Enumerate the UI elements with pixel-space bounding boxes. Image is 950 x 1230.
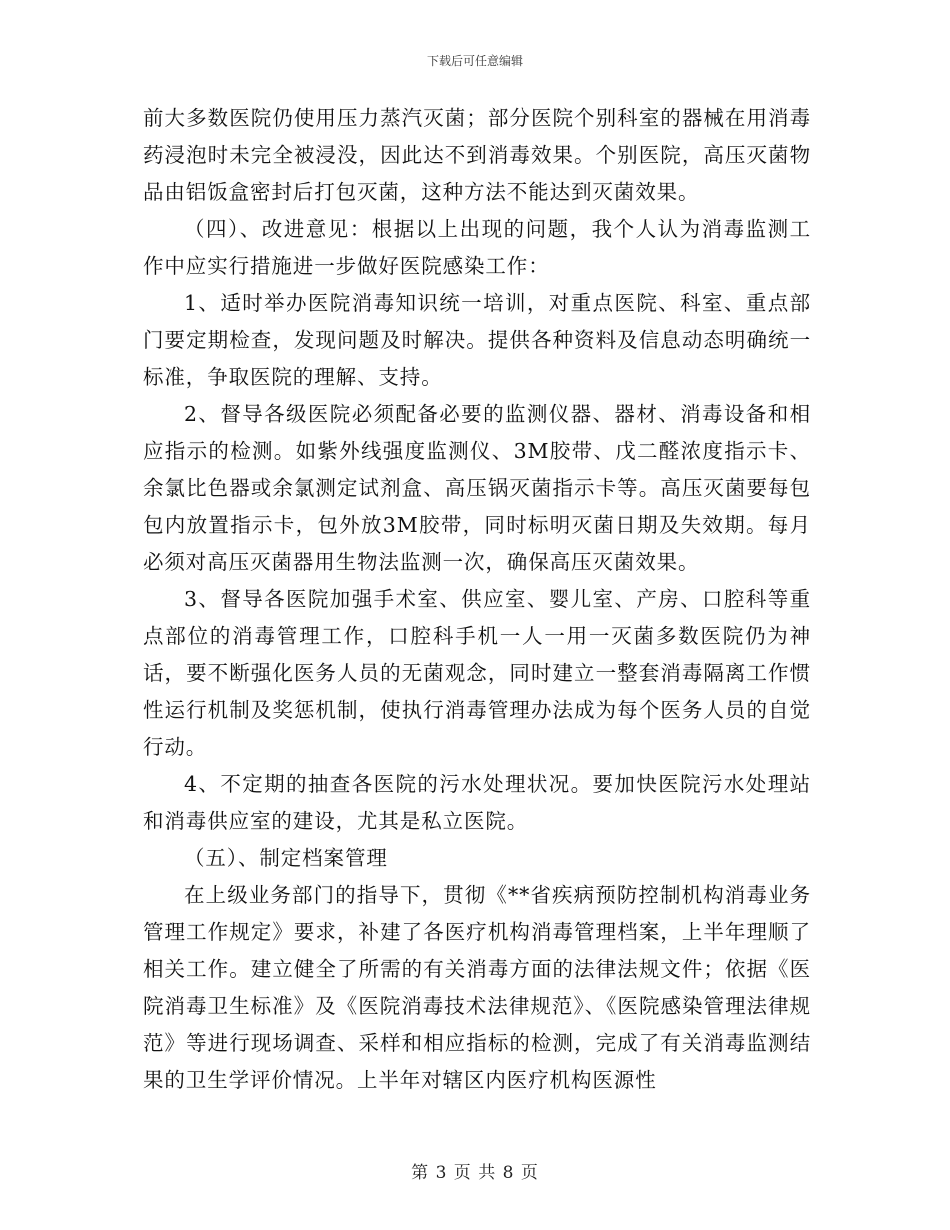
page-header: 下载后可任意编辑 xyxy=(426,54,523,68)
page-number: 第 3 页 共 8 页 xyxy=(411,1163,539,1183)
paragraph-item-2: 2、督导各级医院必须配备必要的监测仪器、器材、消毒设备和相应指示的检测。如紫外线强度监测仪、3M胶带、戊二醛浓度指示卡、余氯比色器或余氯测定试剂盒、高压锅灭菌指示卡等。高压灭菌要每包包内放置指示卡，包外放3M胶带，同时标明灭菌日期及失效期。每月必须对高压灭菌器用生物法监测一次，确保高压灭菌效果。 xyxy=(143,402,811,574)
paragraph-section-4-heading: （四）、改进意见：根据以上出现的问题，我个人认为消毒监测工作中应实行措施进一步做好医院感染工作： xyxy=(143,217,811,278)
document-body xyxy=(143,100,811,1099)
paragraph-section-5-heading: （五）、制定档案管理 xyxy=(184,846,388,870)
paragraph-archive-management: 在上级业务部门的指导下，贯彻《**省疾病预防控制机构消毒业务管理工作规定》要求，补建了各医疗机构消毒管理档案，上半年理顺了相关工作。建立健全了所需的有关消毒方面的法律法规文件；依据《医院消毒卫生标准》及《医院消毒技术法律规范》、《医院感染管理法律规范》等进行现场调查、采样和相应指标的检测，完成了有关消毒监测结果的卫生学评价情况。上半年对辖区内医疗机构医源性 xyxy=(143,883,811,1092)
paragraph-item-4: 4、不定期的抽查各医院的污水处理状况。要加快医院污水处理站和消毒供应室的建设，尤其是私立医院。 xyxy=(143,772,811,833)
paragraph-item-3: 3、督导各医院加强手术室、供应室、婴儿室、产房、口腔科等重点部位的消毒管理工作，口腔科手机一人一用一灭菌多数医院仍为神话，要不断强化医务人员的无菌观念，同时建立一整套消毒隔离工作惯性运行机制及奖惩机制，使执行消毒管理办法成为每个医务人员的自觉行动。 xyxy=(143,587,811,759)
paragraph-continuation: 前大多数医院仍使用压力蒸汽灭菌；部分医院个别科室的器械在用消毒药浸泡时未完全被浸没，因此达不到消毒效果。个别医院，高压灭菌物品由铝饭盒密封后打包灭菌，这种方法不能达到灭菌效果。 xyxy=(143,106,811,204)
paragraph-item-1: 1、适时举办医院消毒知识统一培训，对重点医院、科室、重点部门要定期检查，发现问题及时解决。提供各种资料及信息动态明确统一标准，争取医院的理解、支持。 xyxy=(143,291,811,389)
